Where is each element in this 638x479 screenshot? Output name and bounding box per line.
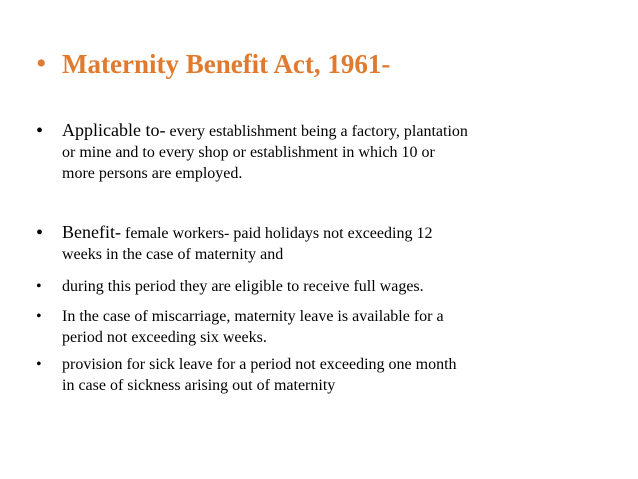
bullet-line: during this period they are eligible to receive full wages. <box>62 278 424 295</box>
title-row <box>36 48 390 80</box>
bullet-lead: Benefit- <box>62 222 121 242</box>
title-bullet: • <box>36 47 47 80</box>
bullet-marker: • <box>36 308 42 325</box>
bullet-text <box>62 276 562 297</box>
bullet-lead: Applicable to- <box>62 120 166 140</box>
bullet-marker: • <box>36 120 44 142</box>
bullet-marker: • <box>36 222 44 244</box>
bullet-line: female workers- paid holidays not exceeding 12 <box>120 225 433 242</box>
bullet-text <box>62 354 562 396</box>
bullet-line: or mine and to every shop or establishment in which 10 or <box>62 144 435 161</box>
slide-title: Maternity Benefit Act, 1961- <box>62 49 391 79</box>
bullet-line: every establishment being a factory, plantation <box>165 123 468 140</box>
bullet-text <box>62 120 562 184</box>
bullet-text <box>62 306 562 348</box>
bullet-line: provision for sick leave for a period not exceeding one month <box>62 356 457 373</box>
bullet-marker: • <box>36 356 42 373</box>
bullet-text <box>62 222 562 265</box>
bullet-miscarriage <box>36 306 562 348</box>
bullet-line: weeks in the case of maternity and <box>62 246 284 263</box>
bullet-sick-leave <box>36 354 562 396</box>
bullet-line: In the case of miscarriage, maternity leave is available for a <box>62 308 444 325</box>
bullet-line: in case of sickness arising out of maternity <box>62 377 336 394</box>
bullet-full-wages <box>36 276 562 297</box>
bullet-line: more persons are employed. <box>62 165 243 182</box>
bullet-applicable <box>36 120 562 184</box>
bullet-line: period not exceeding six weeks. <box>62 329 267 346</box>
bullet-benefit <box>36 222 562 265</box>
bullet-marker: • <box>36 278 42 295</box>
